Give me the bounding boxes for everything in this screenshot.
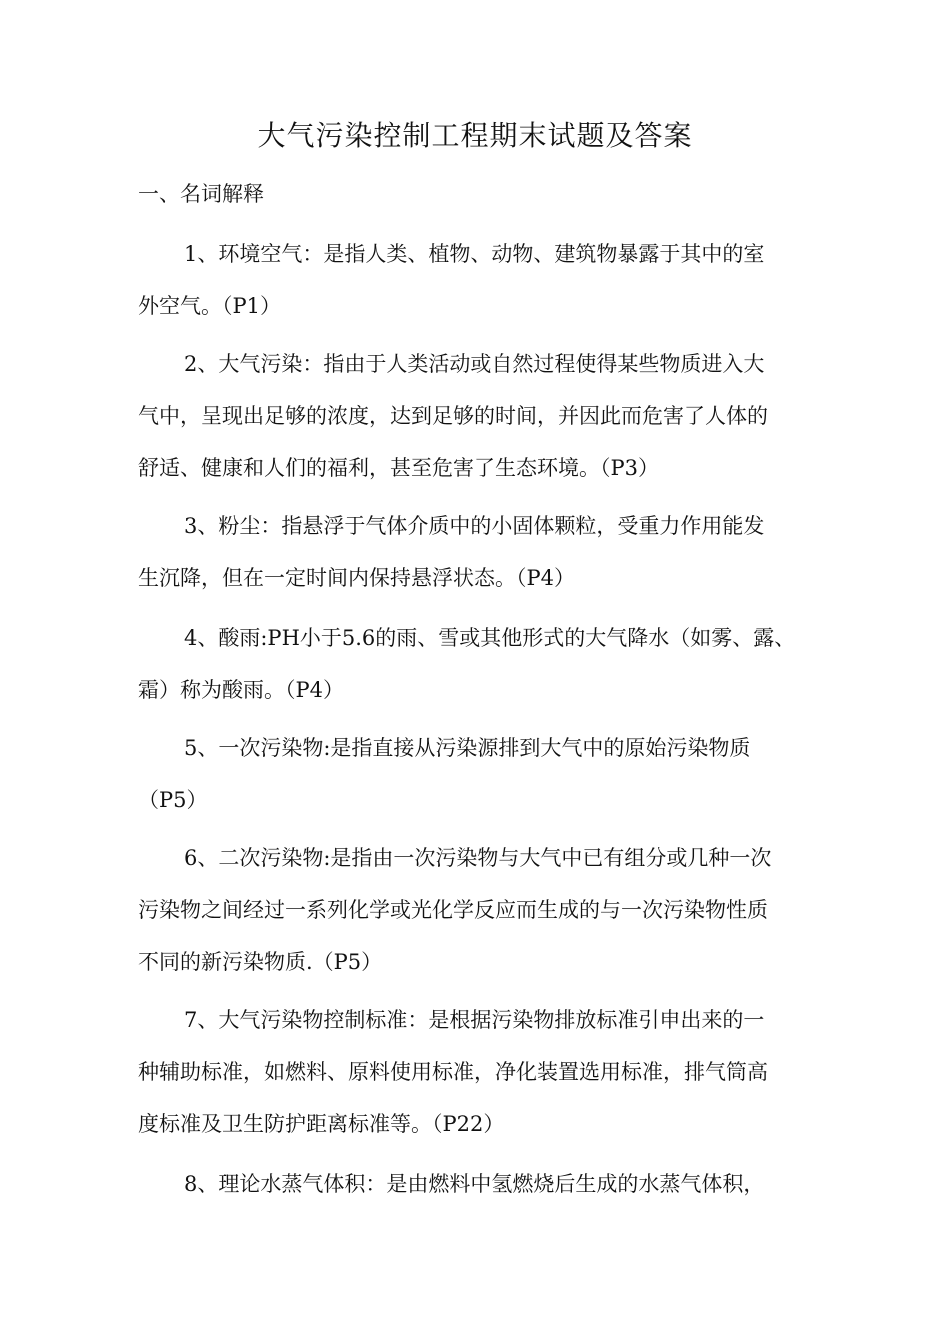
definition-line: 种辅助标准，如燃料、原料使用标准，净化装置选用标准，排气筒高 — [138, 1060, 768, 1084]
definition-line: 污染物之间经过一系列化学或光化学反应而生成的与一次污染物性质 — [138, 898, 768, 922]
definition-line: 4、酸雨:PH小于5.6的雨、雪或其他形式的大气降水（如雾、露、 — [184, 626, 796, 650]
definition-line: 霜）称为酸雨。（P4） — [138, 678, 344, 702]
definition-item-6 — [138, 832, 828, 988]
definition-line: 外空气。（P1） — [138, 294, 281, 318]
document-title: 大气污染控制工程期末试题及答案 — [257, 119, 693, 152]
definition-line: （P5） — [138, 788, 208, 812]
section-heading: 一、名词解释 — [138, 182, 264, 206]
definition-line: 8、理论水蒸气体积：是由燃料中氢燃烧后生成的水蒸气体积， — [184, 1172, 765, 1196]
definition-line: 5、一次污染物:是指直接从污染源排到大气中的原始污染物质 — [184, 736, 751, 760]
definition-line: 7、大气污染物控制标准：是根据污染物排放标准引申出来的一 — [184, 1008, 765, 1032]
definition-item-2 — [138, 338, 828, 494]
definition-item-3 — [138, 500, 828, 604]
definition-item-7 — [138, 994, 828, 1150]
definition-line: 不同的新污染物质.（P5） — [138, 950, 383, 974]
definition-item-5 — [138, 722, 828, 826]
definition-line: 气中，呈现出足够的浓度，达到足够的时间，并因此而危害了人体的 — [138, 404, 768, 428]
definition-line: 2、大气污染：指由于人类活动或自然过程使得某些物质进入大 — [184, 352, 765, 376]
definition-line: 舒适、健康和人们的福利，甚至危害了生态环境。（P3） — [138, 456, 659, 480]
definition-line: 6、二次污染物:是指由一次污染物与大气中已有组分或几种一次 — [184, 846, 772, 870]
definition-item-8 — [138, 1158, 828, 1210]
definition-item-4 — [138, 612, 828, 716]
definition-line: 生沉降，但在一定时间内保持悬浮状态。（P4） — [138, 566, 575, 590]
definition-line: 1、环境空气：是指人类、植物、动物、建筑物暴露于其中的室 — [184, 242, 765, 266]
definition-item-1 — [138, 228, 828, 332]
definition-line: 度标准及卫生防护距离标准等。（P22） — [138, 1112, 505, 1136]
definition-line: 3、粉尘：指悬浮于气体介质中的小固体颗粒，受重力作用能发 — [184, 514, 765, 538]
